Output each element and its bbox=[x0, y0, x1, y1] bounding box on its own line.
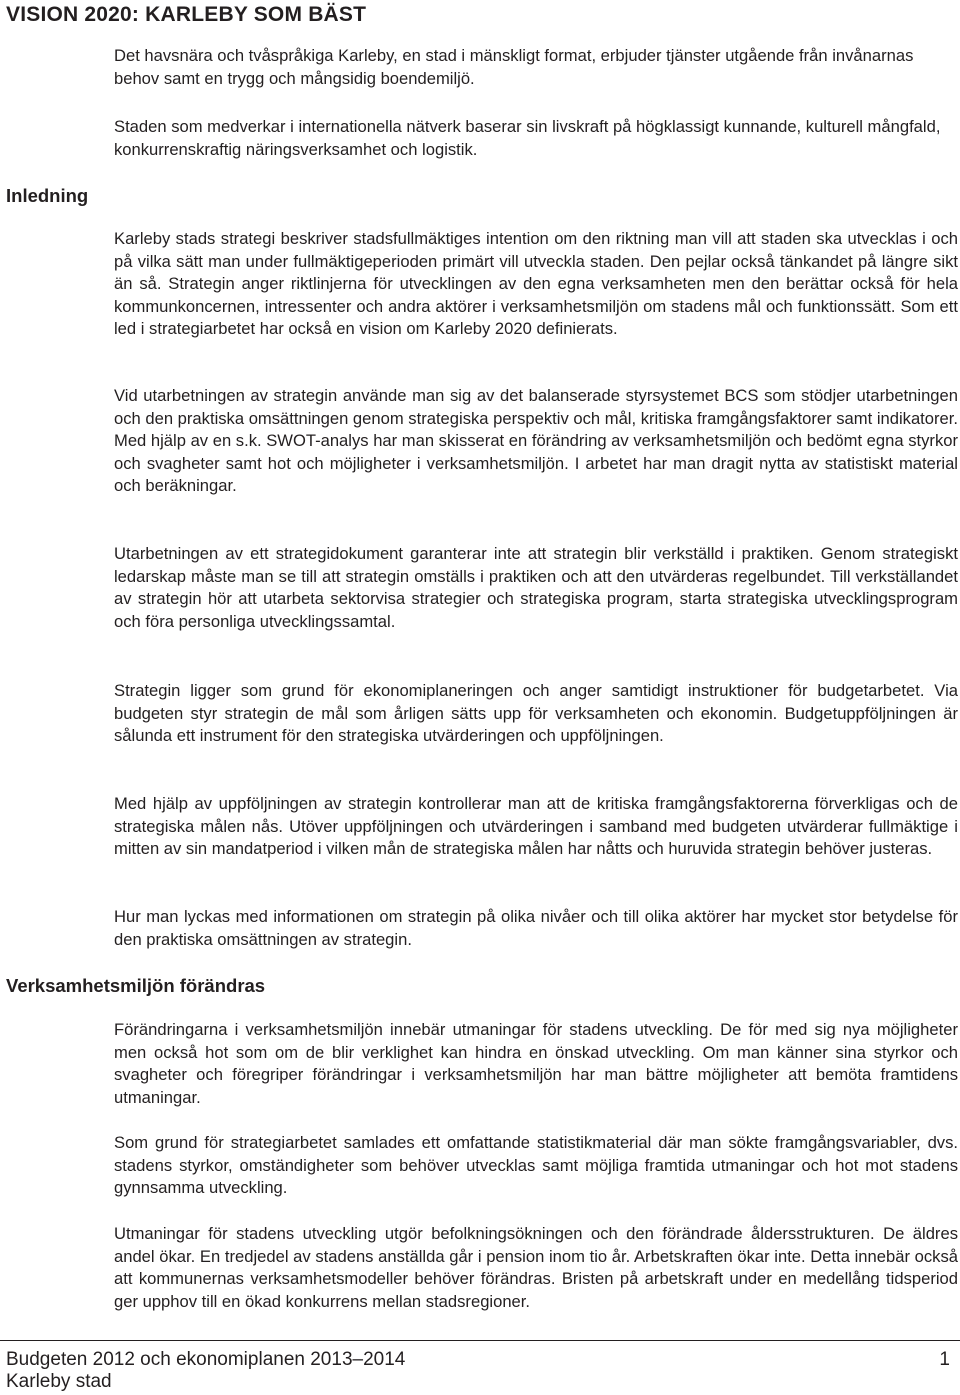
footer-document-title: Budgeten 2012 och ekonomiplanen 2013–2014 bbox=[6, 1349, 406, 1370]
section-heading-verksamhetsmiljon: Verksamhetsmiljön förändras bbox=[6, 975, 266, 996]
paragraph: Förändringarna i verksamhetsmiljön innebär utmaningar för stadens utveckling. De för med sig nya möjligheter men också hot som om de blir verklighet kan hindra en önskad utveckling. Om man känner sina styrkor och svagheter och föregriper förändringar i verksamhetsmiljön har man bättre möjligheter att bemöta framtidens utmaningar. bbox=[114, 1020, 958, 1107]
paragraph: Utmaningar för stadens utveckling utgör befolkningsökningen och den förändrade åldersstrukturen. De äldres andel ökar. En tredjedel av stadens anställda går i pension inom tio år. Arbetskraften ökar inte. Detta innebär också att kommunernas verksamhetsmodeller behöver förändras. Bristen på arbetskraft under en medellång tidsperiod ger upphov till en ökad konkurrens mellan stadsregioner. bbox=[114, 1224, 958, 1311]
paragraph: Utarbetningen av ett strategidokument garanterar inte att strategin blir verkställd i praktiken. Genom strategiskt ledarskap måste man se till att strategin omställs i praktiken och att den utvärderas regelbundet. Till verkställandet av strategin hör att utarbeta sektorvisa strategier och strategiska program, starta strategiska utvecklingsprogram och föra personliga utvecklingssamtal. bbox=[114, 544, 958, 631]
footer-divider bbox=[0, 1340, 960, 1341]
vision-statement-2: Staden som medverkar i internationella nätverk baserar sin livskraft på högklassigt kunnande, kulturell mångfald, konkurrenskraftig näringsverksamhet och logistik. bbox=[114, 117, 941, 159]
section-heading-inledning: Inledning bbox=[6, 185, 89, 206]
vision-statement-1: Det havsnära och tvåspråkiga Karleby, en stad i mänskligt format, erbjuder tjänster utgående från invånarnas behov samt en trygg och mångsidig boendemiljö. bbox=[114, 46, 914, 88]
page-number: 1 bbox=[939, 1349, 950, 1370]
paragraph: Hur man lyckas med informationen om strategin på olika nivåer och till olika aktörer har mycket stor betydelse för den praktiska omsättningen av strategin. bbox=[114, 907, 958, 949]
paragraph: Strategin ligger som grund för ekonomiplaneringen och anger samtidigt instruktioner för budgetarbetet. Via budgeten styr strategin de mål som årligen sätts upp för verksamheten och ekonomin. Budgetuppföljningen är sålunda ett instrument för den strategiska utvärderingen och uppföljningen. bbox=[114, 681, 958, 745]
paragraph: Vid utarbetningen av strategin använde man sig av det balanserade styrsystemet BCS som stödjer utarbetningen och den praktiska omsättningen genom strategiska perspektiv och mål, kritiska framgångsfaktorer samt indikatorer. Med hjälp av en s.k. SWOT-analys har man skisserat en förändring av verksamhetsmiljön och bedömt egna styrkor och svagheter samt hot och möjligheter i verksamhetsmiljön. I arbetet har man dragit nytta av statistiskt material och beräkningar. bbox=[114, 386, 958, 495]
paragraph: Med hjälp av uppföljningen av strategin kontrollerar man att de kritiska framgångsfaktorerna förverkligas och de strategiska målen nås. Utöver uppföljningen och utvärderingen i samband med budgeten utvärderar fullmäktige i mitten av sin mandatperiod i vilken mån de strategiska målen har nåtts och huruvida strategin behöver justeras. bbox=[114, 794, 958, 858]
footer-organization: Karleby stad bbox=[6, 1371, 112, 1392]
paragraph: Karleby stads strategi beskriver stadsfullmäktiges intention om den riktning man vill att staden ska utvecklas i och på vilka sätt man under fullmäktigeperioden primärt vill utveckla staden. Den pejlar också tänkandet på längre sikt än så. Strategin anger riktlinjerna för utvecklingen av den egna verksamheten men den berättar också för hela kommunkoncernen, intressenter och andra aktörer i verksamhetsmiljön om stadens mål och funktionssätt. Som ett led i strategiarbetet har också en vision om Karleby 2020 definierats. bbox=[114, 229, 958, 338]
paragraph: Som grund för strategiarbetet samlades ett omfattande statistikmaterial där man sökte framgångsvariabler, dvs. stadens styrkor, omständigheter som behöver utvecklas samt möjliga framtida utmaningar och hot mot stadens gynnsamma utveckling. bbox=[114, 1133, 958, 1197]
page-title: VISION 2020: KARLEBY SOM BÄST bbox=[6, 3, 367, 26]
